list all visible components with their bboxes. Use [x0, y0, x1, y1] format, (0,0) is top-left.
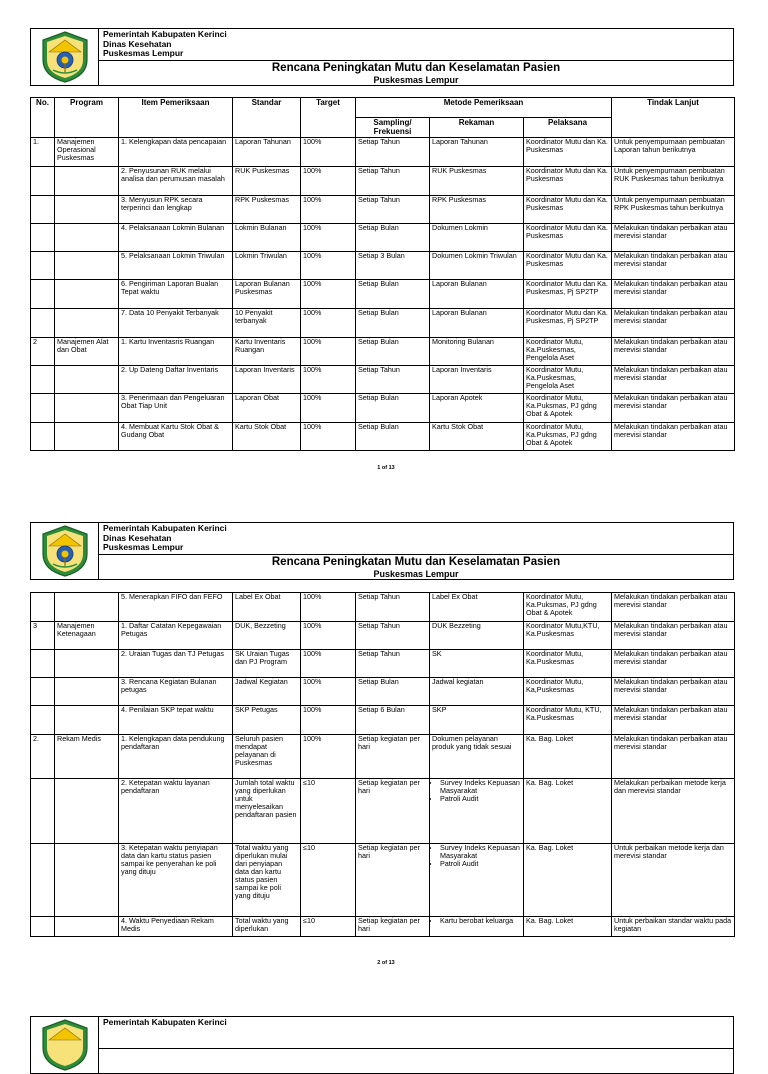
table-row [31, 394, 735, 423]
table-row [31, 593, 735, 622]
cell-tindak: Melakukan tindakan perbaikan atau merevisi standar [612, 338, 735, 366]
cell-sampling: Setiap kegiatan per hari [356, 917, 430, 937]
cell-item: 2. Ketepatan waktu layanan pendaftaran [119, 779, 233, 844]
cell-no [31, 252, 55, 280]
document-title: Rencana Peningkatan Mutu dan Keselamatan Pasien [271, 62, 561, 74]
org-department: Dinas Kesehatan [103, 38, 172, 49]
cell-tindak: Untuk penyempurnaan pembuatan RUK Puskesmas tahun berikutnya [612, 167, 735, 196]
cell-program [55, 196, 119, 224]
table-row [31, 280, 735, 309]
cell-tindak: Melakukan tindakan perbaikan atau merevisi standar [612, 678, 735, 706]
cell-item: 1. Kelengkapan data pencapaian [119, 138, 233, 167]
cell-program [55, 309, 119, 338]
cell-tindak: Melakukan perbaikan metode kerja dan merevisi standar [612, 779, 735, 844]
cell-pelaksana: Koordinator Mutu, KTU, Ka.Puskesmas [524, 706, 612, 735]
cell-item: 7. Data 10 Penyakit Terbanyak [119, 309, 233, 338]
cell-program [55, 224, 119, 252]
cell-tindak: Melakukan tindakan perbaikan atau merevisi standar [612, 423, 735, 451]
cell-standar: Total waktu yang diperlukan mulai dari penyiapan data dan kartu status pasien sampai ke poli yang dituju [233, 844, 301, 917]
cell-tindak: Melakukan tindakan perbaikan atau merevisi standar [612, 622, 735, 650]
cell-program: Manajemen Operasional Puskesmas [55, 138, 119, 167]
table-row [31, 338, 735, 366]
cell-tindak: Melakukan tindakan perbaikan atau merevisi standar [612, 706, 735, 735]
cell-item: 4. Penilaian SKP tepat waktu [119, 706, 233, 735]
cell-target: 100% [301, 706, 356, 735]
cell-no [31, 167, 55, 196]
cell-target: ≤10 [301, 779, 356, 844]
document-title: Rencana Peningkatan Mutu dan Keselamatan Pasien [271, 556, 561, 568]
cell-target: 100% [301, 366, 356, 394]
cell-target: 100% [301, 593, 356, 622]
cell-program [55, 366, 119, 394]
page1-table [30, 97, 735, 451]
cell-item: 1. Kartu Inventasris Ruangan [119, 338, 233, 366]
col-no: No. [31, 98, 55, 138]
cell-program: Manajemen Ketenagaan [55, 622, 119, 650]
kerinci-emblem-icon [39, 1018, 91, 1072]
cell-standar: Lokmin Triwulan [233, 252, 301, 280]
cell-tindak: Untuk penyempurnaan pembuatan RPK Puskesmas tahun berikutnya [612, 196, 735, 224]
table-row [31, 138, 735, 167]
cell-target: 100% [301, 423, 356, 451]
cell-rekaman: Laporan Bulanan [430, 280, 524, 309]
cell-item: 3. Ketepatan waktu penyiapan data dan kartu status pasien sampai ke penyerahan ke poli yang dituju [119, 844, 233, 917]
cell-pelaksana: Ka. Bag. Loket [524, 779, 612, 844]
kerinci-emblem-icon [39, 524, 91, 578]
cell-pelaksana: Ka. Bag. Loket [524, 844, 612, 917]
title-block [99, 555, 733, 579]
cell-program [55, 779, 119, 844]
cell-rekaman: Dokumen pelayanan produk yang tidak sesuai [430, 735, 524, 779]
cell-target: 100% [301, 622, 356, 650]
cell-tindak: Untuk penyempurnaan pembuatan Laporan tahun berikutnya [612, 138, 735, 167]
org-government: Pemerintah Kabupaten Kerinci [103, 1017, 227, 1027]
cell-sampling: Setiap 6 Bulan [356, 706, 430, 735]
page-number: 2 of 13 [377, 960, 395, 966]
page3-header [30, 1016, 734, 1074]
cell-pelaksana: Koordinator Mutu dan Ka. Puskesmas [524, 224, 612, 252]
cell-pelaksana: Koordinator Mutu, Ka.Puskesmas, Pengelola Aset [524, 338, 612, 366]
cell-rekaman: Laporan Apotek [430, 394, 524, 423]
cell-tindak: Melakukan tindakan perbaikan atau merevisi standar [612, 309, 735, 338]
kerinci-logo [31, 29, 99, 85]
cell-program [55, 917, 119, 937]
cell-program [55, 167, 119, 196]
cell-rekaman: Label Ex Obat [430, 593, 524, 622]
col-standar: Standar [233, 98, 301, 138]
organization-block [99, 523, 733, 555]
cell-rekaman: Laporan Inventaris [430, 366, 524, 394]
table-row [31, 309, 735, 338]
document-subtitle: Puskesmas Lempur [373, 75, 459, 85]
cell-item: 6. Pengiriman Laporan Bualan Tepat waktu [119, 280, 233, 309]
cell-standar: Jumlah total waktu yang diperlukan untuk menyelesaikan pendaftaran pasien [233, 779, 301, 844]
cell-sampling: Setiap Bulan [356, 338, 430, 366]
org-government: Pemerintah Kabupaten Kerinci [103, 29, 227, 39]
table-row [31, 678, 735, 706]
cell-program: Manajemen Alat dan Obat [55, 338, 119, 366]
cell-no [31, 196, 55, 224]
cell-rekaman: Jadwal kegiatan [430, 678, 524, 706]
cell-item: 2. Uraian Tugas dan TJ Petugas [119, 650, 233, 678]
table-row [31, 622, 735, 650]
cell-pelaksana: Koordinator Mutu dan Ka. Puskesmas [524, 196, 612, 224]
table-row [31, 844, 735, 917]
cell-item: 4. Membuat Kartu Stok Obat & Gudang Obat [119, 423, 233, 451]
cell-standar: Seluruh pasien mendapat pelayanan di Puskesmas [233, 735, 301, 779]
cell-program [55, 423, 119, 451]
table-row [31, 735, 735, 779]
org-department: Dinas Kesehatan [103, 532, 172, 543]
col-metode: Metode Pemeriksaan [356, 98, 612, 118]
cell-target: 100% [301, 224, 356, 252]
cell-program [55, 678, 119, 706]
cell-standar: DUK, Bezzeting [233, 622, 301, 650]
cell-no: 2 [31, 338, 55, 366]
list-item: • Kartu berobat keluarga [440, 917, 521, 925]
cell-program [55, 706, 119, 735]
cell-pelaksana: Koordinator Mutu, Ka.Puskesmas, Pengelola Aset [524, 366, 612, 394]
cell-pelaksana: Koordinator Mutu dan Ka. Puskesmas, Pj SP2TP [524, 280, 612, 309]
cell-pelaksana: Koordinator Mutu, Ka.Puksmas, PJ gdng Obat & Apotek [524, 423, 612, 451]
cell-sampling: Setiap Tahun [356, 167, 430, 196]
cell-tindak: Melakukan tindakan perbaikan atau merevisi standar [612, 735, 735, 779]
organization-block [99, 1017, 733, 1049]
cell-sampling: Setiap Tahun [356, 196, 430, 224]
cell-target: 100% [301, 650, 356, 678]
cell-no [31, 917, 55, 937]
cell-no [31, 423, 55, 451]
cell-item: 2. Penyusunan RUK melalui analisa dan perumusan masalah [119, 167, 233, 196]
cell-target: ≤10 [301, 917, 356, 937]
cell-tindak: Melakukan tindakan perbaikan atau merevisi standar [612, 394, 735, 423]
cell-standar: SK Uraian Tugas dan PJ Program [233, 650, 301, 678]
cell-pelaksana: Koordinator Mutu dan Ka. Puskesmas, Pj SP2TP [524, 309, 612, 338]
cell-sampling: Setiap kegiatan per hari [356, 844, 430, 917]
col-pelaksana: Pelaksana [524, 118, 612, 138]
col-rekaman: Rekaman [430, 118, 524, 138]
cell-pelaksana: Ka. Bag. Loket [524, 735, 612, 779]
cell-pelaksana: Koordinator Mutu dan Ka. Puskesmas [524, 252, 612, 280]
cell-tindak: Untuk perbaikan metode kerja dan merevisi standar [612, 844, 735, 917]
cell-target: 100% [301, 394, 356, 423]
cell-item: 4. Waktu Penyediaan Rekam Medis [119, 917, 233, 937]
cell-tindak: Melakukan tindakan perbaikan atau merevisi standar [612, 366, 735, 394]
cell-no [31, 779, 55, 844]
organization-block [99, 29, 733, 61]
kerinci-emblem-icon [39, 30, 91, 84]
document-subtitle: Puskesmas Lempur [373, 569, 459, 579]
cell-program: Rekam Medis [55, 735, 119, 779]
cell-no [31, 366, 55, 394]
cell-pelaksana: Koordinator Mutu, Ka.Puksmas, PJ gdng Obat & Apotek [524, 394, 612, 423]
cell-no [31, 844, 55, 917]
org-puskesmas: Puskesmas Lempur [103, 48, 184, 58]
cell-pelaksana: Koordinator Mutu dan Ka. Puskesmas [524, 138, 612, 167]
cell-rekaman: SK [430, 650, 524, 678]
table-row [31, 366, 735, 394]
cell-no [31, 593, 55, 622]
cell-program [55, 650, 119, 678]
cell-target: 100% [301, 138, 356, 167]
cell-rekaman: Kartu Stok Obat [430, 423, 524, 451]
cell-target: 100% [301, 280, 356, 309]
cell-no [31, 280, 55, 309]
cell-sampling: Setiap Tahun [356, 366, 430, 394]
cell-rekaman: RPK Puskesmas [430, 196, 524, 224]
cell-rekaman [430, 844, 524, 917]
cell-rekaman: RUK Puskesmas [430, 167, 524, 196]
cell-target: 100% [301, 735, 356, 779]
cell-tindak: Melakukan tindakan perbaikan atau merevisi standar [612, 593, 735, 622]
cell-item: 5. Pelaksanaan Lokmin Triwulan [119, 252, 233, 280]
cell-sampling: Setiap Tahun [356, 650, 430, 678]
cell-no: 3 [31, 622, 55, 650]
cell-pelaksana: Koordinator Mutu, Ka.Puksmas, PJ gdng Obat & Apotek [524, 593, 612, 622]
cell-standar: 10 Penyakit terbanyak [233, 309, 301, 338]
cell-sampling: Setiap kegiatan per hari [356, 735, 430, 779]
cell-item: 1. Daftar Catatan Kepegawaian Petugas [119, 622, 233, 650]
cell-program [55, 280, 119, 309]
cell-standar: Total waktu yang diperlukan [233, 917, 301, 937]
cell-sampling: Setiap 3 Bulan [356, 252, 430, 280]
table-row [31, 224, 735, 252]
cell-sampling: Setiap Tahun [356, 622, 430, 650]
cell-standar: Kartu Stok Obat [233, 423, 301, 451]
org-puskesmas: Puskesmas Lempur [103, 542, 184, 552]
cell-pelaksana: Koordinator Mutu, Ka,Puskesmas [524, 678, 612, 706]
kerinci-logo [31, 1017, 99, 1073]
cell-rekaman: Dokumen Lokmin [430, 224, 524, 252]
cell-target: ≤10 [301, 844, 356, 917]
page2-table [30, 592, 735, 937]
cell-standar: RUK Puskesmas [233, 167, 301, 196]
col-program: Program [55, 98, 119, 138]
cell-item: 2. Up Dateng Daftar Inventaris [119, 366, 233, 394]
cell-target: 100% [301, 678, 356, 706]
cell-target: 100% [301, 252, 356, 280]
list-item: • Patroli Audit [440, 860, 521, 868]
cell-rekaman: Dokumen Lokmin Triwulan [430, 252, 524, 280]
cell-rekaman: Laporan Tahunan [430, 138, 524, 167]
table-row [31, 423, 735, 451]
table-row [31, 706, 735, 735]
cell-sampling: Setiap Bulan [356, 280, 430, 309]
cell-pelaksana: Koordinator Mutu,KTU, Ka.Puskesmas [524, 622, 612, 650]
cell-sampling: Setiap Bulan [356, 309, 430, 338]
cell-standar: Laporan Bulanan Puskesmas [233, 280, 301, 309]
cell-no [31, 309, 55, 338]
cell-program [55, 593, 119, 622]
cell-standar: Label Ex Obat [233, 593, 301, 622]
cell-sampling: Setiap Bulan [356, 678, 430, 706]
cell-item: 5. Menerapkan FIFO dan FEFO [119, 593, 233, 622]
cell-no [31, 224, 55, 252]
col-tindak: Tindak Lanjut [612, 98, 735, 138]
cell-no [31, 650, 55, 678]
cell-tindak: Melakukan tindakan perbaikan atau merevisi standar [612, 280, 735, 309]
cell-item: 3. Menyusun RPK secara terperinci dan lengkap [119, 196, 233, 224]
cell-target: 100% [301, 167, 356, 196]
page-number: 1 of 13 [377, 465, 395, 471]
cell-pelaksana: Koordinator Mutu dan Ka. Puskesmas [524, 167, 612, 196]
table-row [31, 917, 735, 937]
cell-target: 100% [301, 338, 356, 366]
cell-rekaman [430, 917, 524, 937]
cell-pelaksana: Koordinator Mutu, Ka.Puskesmas [524, 650, 612, 678]
col-item: Item Pemeriksaan [119, 98, 233, 138]
cell-sampling: Setiap Tahun [356, 138, 430, 167]
cell-item: 3. Penerimaan dan Pengeluaran Obat Tiap Unit [119, 394, 233, 423]
cell-program [55, 844, 119, 917]
list-item: • Survey Indeks Kepuasan Masyarakat [440, 779, 521, 795]
org-government: Pemerintah Kabupaten Kerinci [103, 523, 227, 533]
cell-standar: SKP Petugas [233, 706, 301, 735]
cell-sampling: Setiap kegiatan per hari [356, 779, 430, 844]
col-sampling: Sampling/ Frekuensi [356, 118, 430, 138]
cell-rekaman: DUK Bezzeting [430, 622, 524, 650]
cell-item: 4. Pelaksanaan Lokmin Bulanan [119, 224, 233, 252]
cell-no [31, 706, 55, 735]
cell-sampling: Setiap Bulan [356, 224, 430, 252]
table-row [31, 252, 735, 280]
table-row [31, 650, 735, 678]
cell-program [55, 252, 119, 280]
list-item: • Survey Indeks Kepuasan Masyarakat [440, 844, 521, 860]
kerinci-logo [31, 523, 99, 579]
cell-standar: RPK Puskesmas [233, 196, 301, 224]
col-target: Target [301, 98, 356, 138]
table-row [31, 167, 735, 196]
cell-rekaman: Monitoring Bulanan [430, 338, 524, 366]
cell-item: 3. Rencana Kegiatan Bulanan petugas [119, 678, 233, 706]
cell-tindak: Melakukan tindakan perbaikan atau merevisi standar [612, 252, 735, 280]
page2-header [30, 522, 734, 580]
cell-no: 2. [31, 735, 55, 779]
cell-standar: Lokmin Bulanan [233, 224, 301, 252]
cell-tindak: Untuk perbaikan standar waktu pada kegiatan [612, 917, 735, 937]
page1-header [30, 28, 734, 86]
cell-no [31, 394, 55, 423]
cell-standar: Laporan Obat [233, 394, 301, 423]
cell-program [55, 394, 119, 423]
title-block [99, 61, 733, 85]
cell-pelaksana: Ka. Bag. Loket [524, 917, 612, 937]
cell-tindak: Melakukan tindakan perbaikan atau merevisi standar [612, 224, 735, 252]
list-item: • Patroli Audit [440, 795, 521, 803]
table-row [31, 779, 735, 844]
table-row [31, 196, 735, 224]
cell-standar: Jadwal Kegiatan [233, 678, 301, 706]
cell-rekaman: Laporan Bulanan [430, 309, 524, 338]
cell-target: 100% [301, 309, 356, 338]
cell-standar: Laporan Inventaris [233, 366, 301, 394]
cell-tindak: Melakukan tindakan perbaikan atau merevisi standar [612, 650, 735, 678]
cell-item: 1. Kelengkapan data pendukung pendaftaran [119, 735, 233, 779]
cell-sampling: Setiap Bulan [356, 394, 430, 423]
cell-rekaman: SKP [430, 706, 524, 735]
cell-no [31, 678, 55, 706]
cell-rekaman [430, 779, 524, 844]
cell-standar: Laporan Tahunan [233, 138, 301, 167]
cell-sampling: Setiap Bulan [356, 423, 430, 451]
cell-sampling: Setiap Tahun [356, 593, 430, 622]
cell-target: 100% [301, 196, 356, 224]
cell-standar: Kartu Inventaris Ruangan [233, 338, 301, 366]
cell-no: 1. [31, 138, 55, 167]
